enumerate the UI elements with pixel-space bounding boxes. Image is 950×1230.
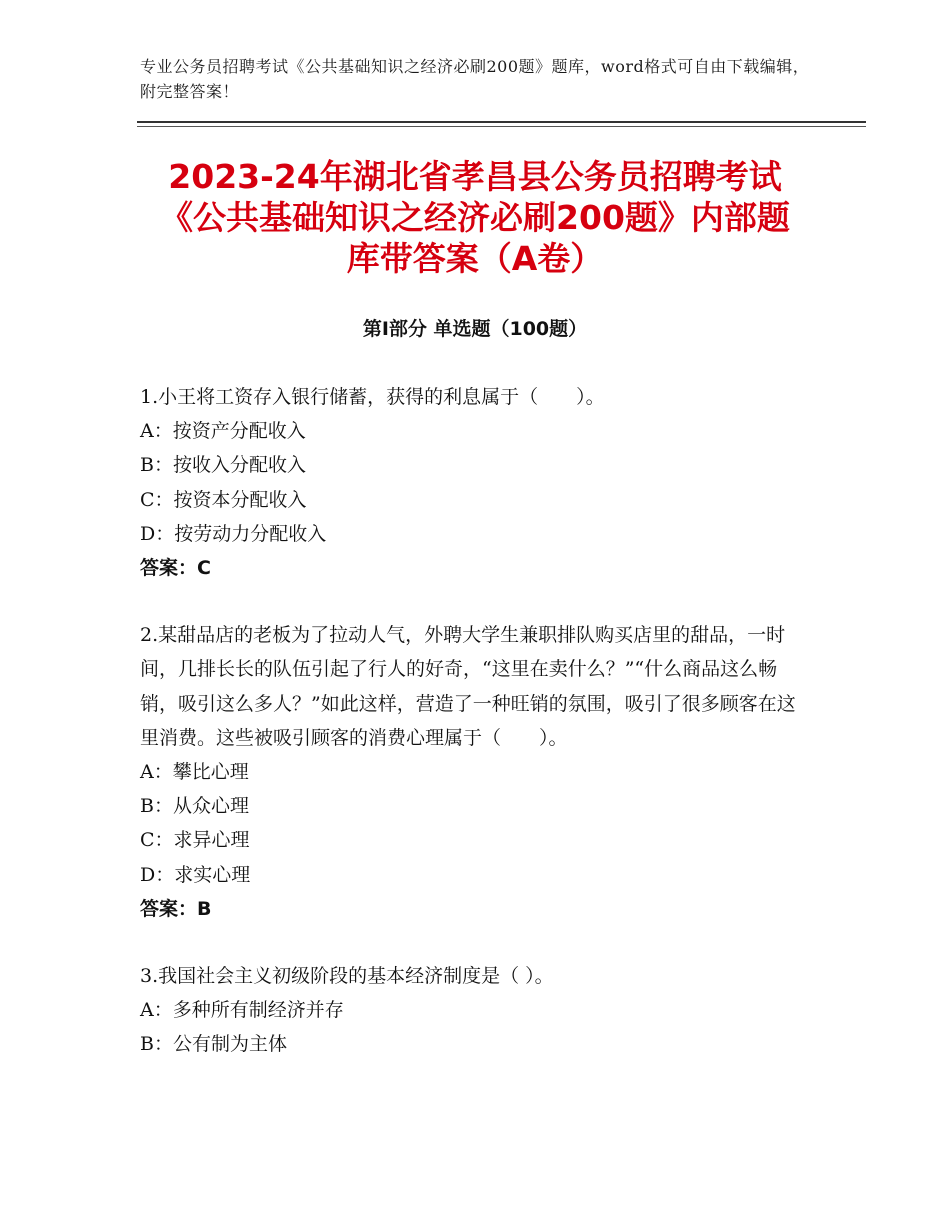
option-c: C：求异心理 [140,829,250,852]
option-d: D：按劳动力分配收入 [140,522,327,545]
option-b: B：公有制为主体 [140,1033,287,1056]
question-stem: 1.小王将工资存入银行储蓄，获得的利息属于（ ）。 [140,386,605,408]
option-a: A：按资产分配收入 [140,420,306,443]
section-title: 第Ⅰ部分 单选题（100题） [362,318,588,340]
title-line: 2023-24年湖北省孝昌县公务员招聘考试 [168,157,782,196]
question-stem: 2.某甜品店的老板为了拉动人气，外聘大学生兼职排队购买店里的甜品，一时间，几排长长的队伍引起了行人的好奇，“这里在卖什么？”“什么商品这么畅销，吸引这么多人？”如此这样，营造了一种旺销的氛围，吸引了很多顾客在这里消费。这些被吸引顾客的消费心理属于（ ）。 [140,624,796,749]
option-b: B：按收入分配收入 [140,454,306,477]
question-3 [140,959,812,1062]
option-b: B：从众心理 [140,795,249,818]
header-note: 专业公务员招聘考试《公共基础知识之经济必刷200题》题库，word格式可自由下载编辑，附完整答案！ [140,57,810,101]
title-line: 《公共基础知识之经济必刷200题》内部题 [160,198,790,237]
question-list [140,380,812,1095]
option-c: C：按资本分配收入 [140,488,307,511]
header-rule-thin [137,126,866,127]
question-1 [140,380,812,585]
answer: 答案：B [140,897,212,920]
title-line: 库带答案（A卷） [346,239,604,278]
question-stem: 3.我国社会主义初级阶段的基本经济制度是（ ）。 [140,965,554,988]
option-d: D：求实心理 [140,863,251,886]
option-a: A：攀比心理 [140,761,249,784]
header-rule-thick [137,121,866,123]
question-2 [140,618,812,926]
answer: 答案：C [140,557,211,580]
option-a: A：多种所有制经济并存 [140,999,344,1022]
document-title [80,156,870,279]
